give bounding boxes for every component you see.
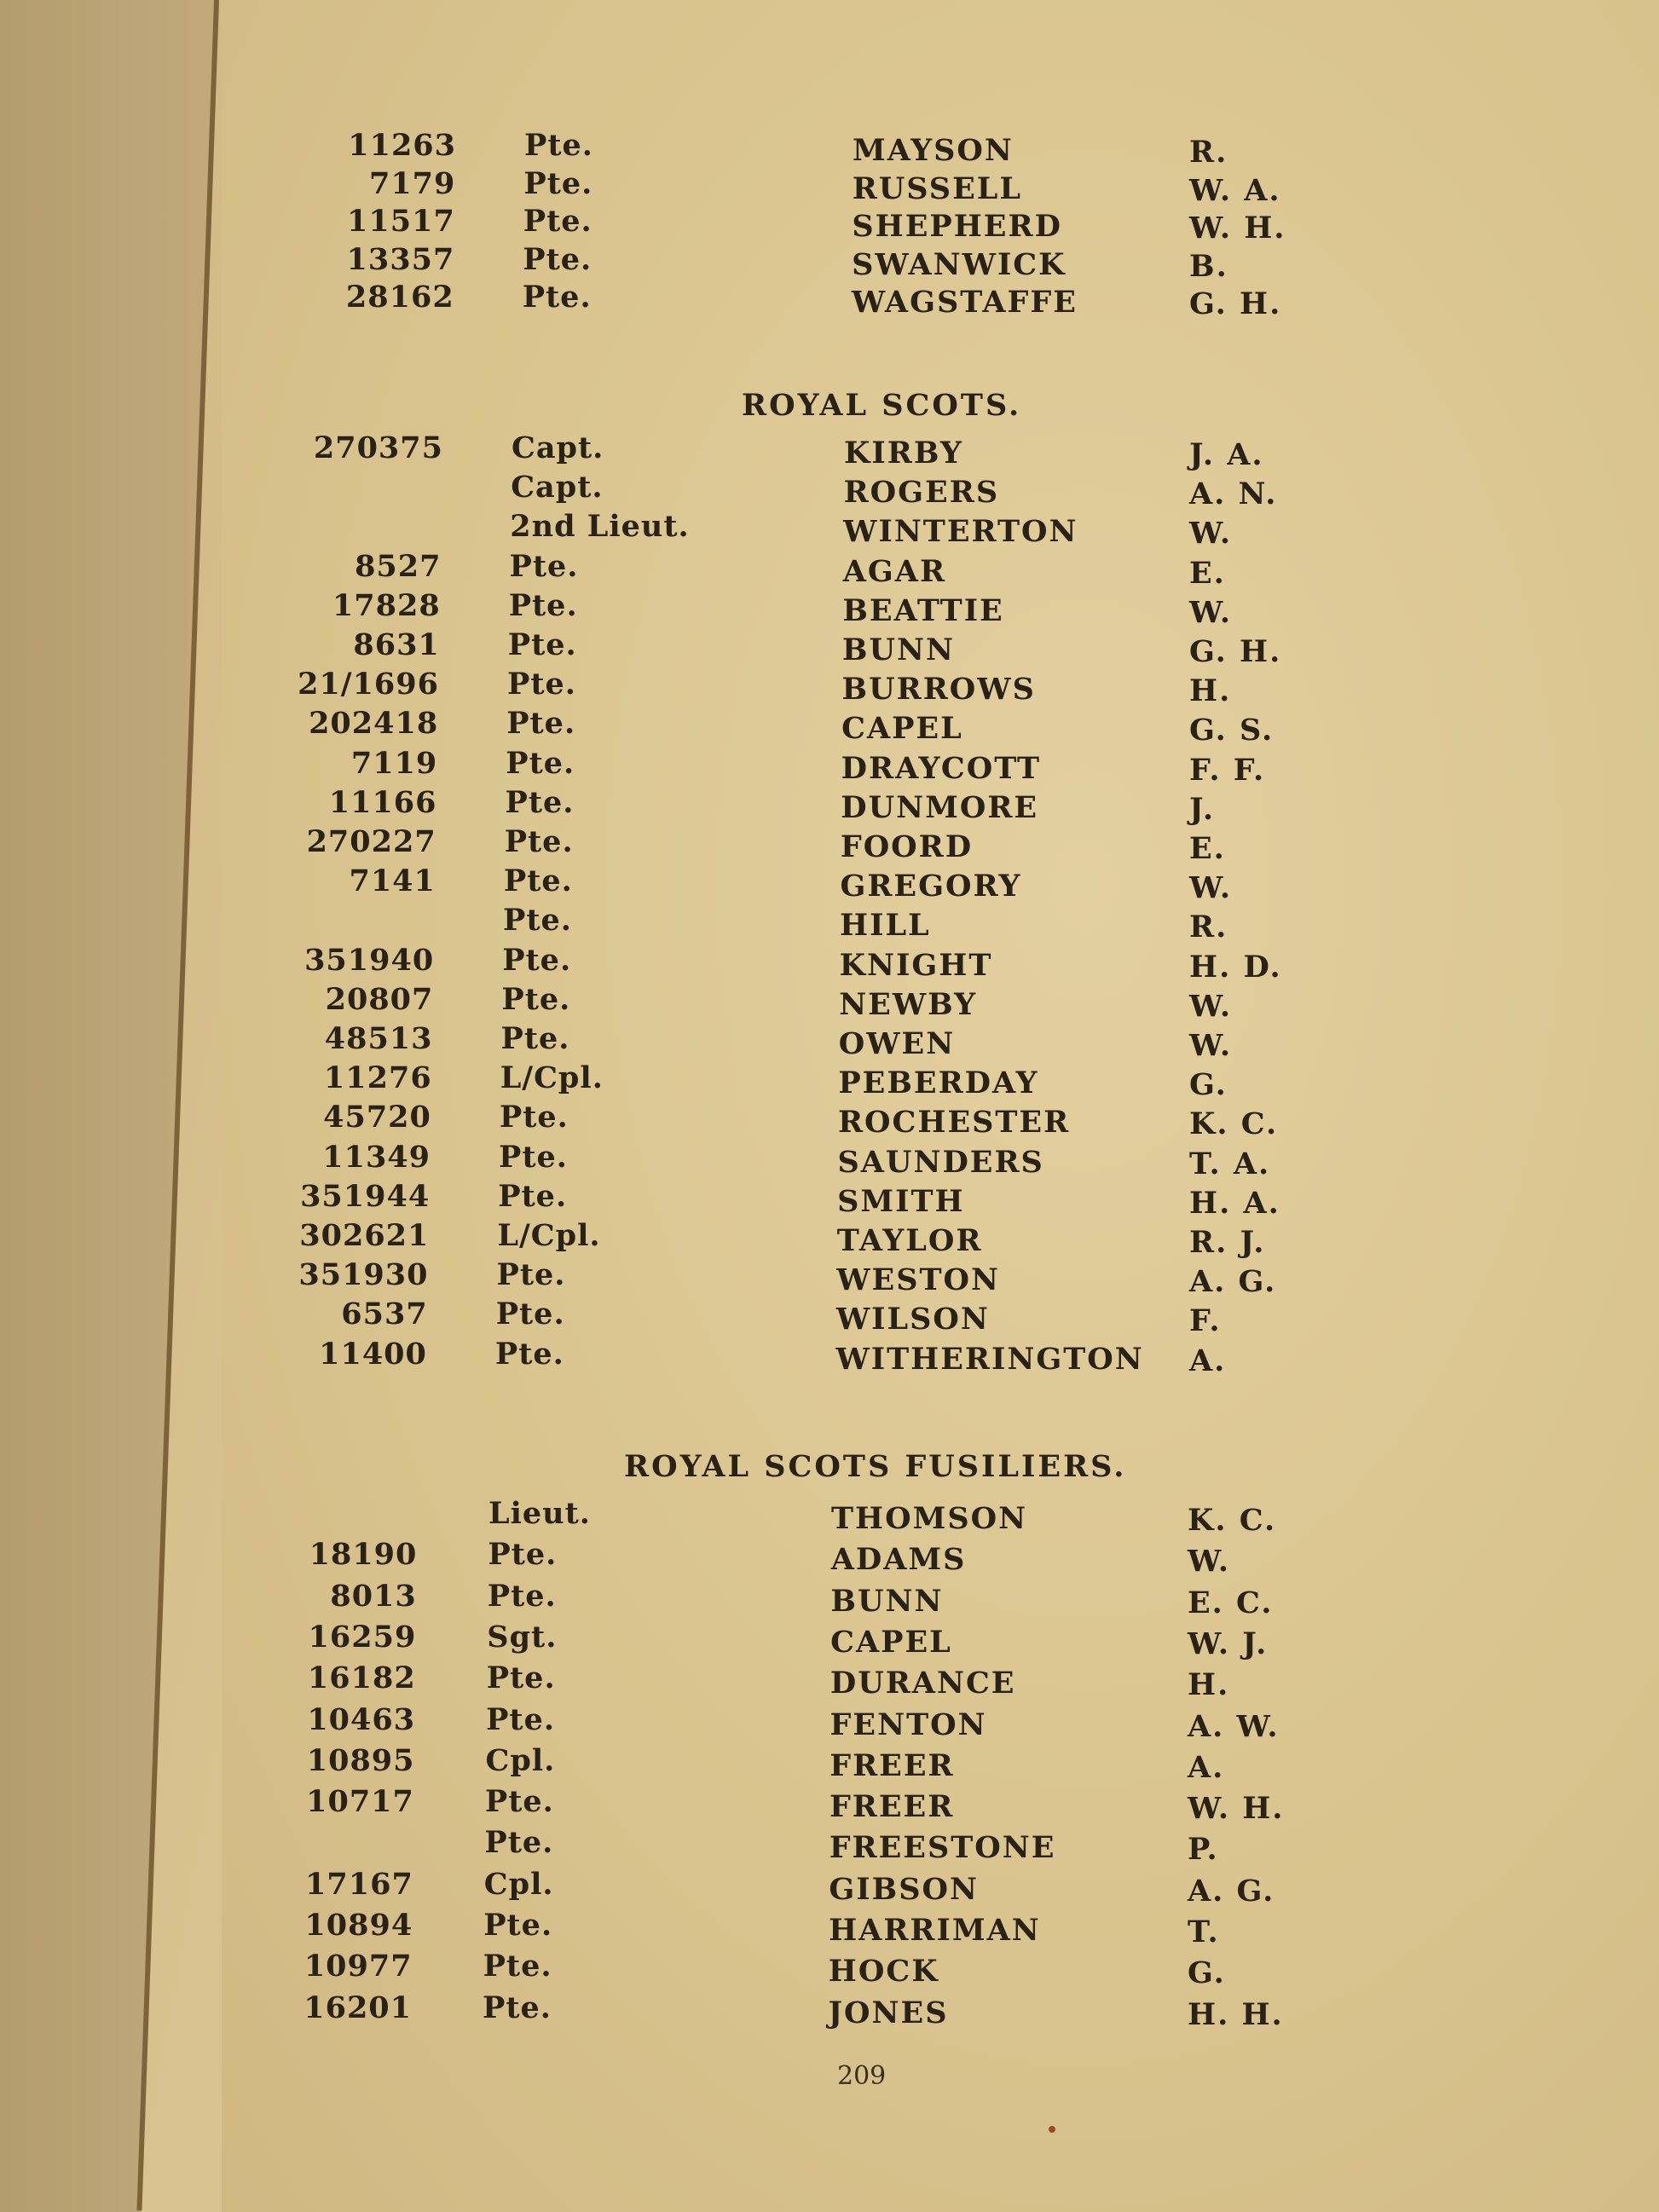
- surname: SMITH: [837, 1183, 965, 1219]
- rank: Capt.: [511, 470, 604, 505]
- rank: Pte.: [499, 1100, 569, 1135]
- initials: H. A.: [1189, 1185, 1280, 1221]
- surname: GIBSON: [829, 1871, 979, 1907]
- rank: Pte.: [506, 706, 576, 742]
- initials: H. H.: [1188, 1996, 1284, 2032]
- service-number: 17828: [332, 587, 441, 623]
- initials: W.: [1189, 516, 1233, 552]
- surname: FREESTONE: [829, 1830, 1056, 1866]
- initials: W.: [1188, 1544, 1231, 1580]
- initials: E. C.: [1188, 1585, 1274, 1620]
- service-number: 7141: [349, 863, 436, 899]
- initials: G.: [1189, 1067, 1228, 1103]
- rank: Pte.: [508, 587, 578, 623]
- surname: HARRIMAN: [829, 1913, 1041, 1948]
- surname: WESTON: [836, 1262, 1001, 1298]
- initials: W.: [1189, 870, 1233, 906]
- service-number: 10895: [306, 1742, 415, 1778]
- rank: Pte.: [483, 1908, 553, 1943]
- surname: KIRBY: [844, 436, 963, 471]
- initials: W. H.: [1188, 1791, 1285, 1827]
- initials: W.: [1189, 594, 1233, 630]
- rank: Cpl.: [485, 1742, 556, 1778]
- surname: SAUNDERS: [837, 1144, 1044, 1180]
- surname: WILSON: [835, 1302, 990, 1337]
- surname: CAPEL: [830, 1624, 952, 1660]
- surname: BEATTIE: [842, 592, 1004, 628]
- initials: T. A.: [1189, 1146, 1271, 1181]
- rank: Capt.: [512, 430, 604, 465]
- initials: B.: [1189, 248, 1228, 284]
- surname: DURANCE: [830, 1666, 1016, 1701]
- rank: L/Cpl.: [500, 1060, 604, 1096]
- rank: Pte.: [500, 1021, 570, 1056]
- initials: K. C.: [1188, 1503, 1277, 1538]
- surname: FREER: [830, 1747, 955, 1783]
- initials: W. J.: [1188, 1626, 1269, 1661]
- service-number: 8631: [353, 627, 440, 662]
- service-number: 17167: [305, 1866, 413, 1902]
- surname: FOORD: [840, 829, 974, 864]
- service-number: 21/1696: [298, 667, 439, 702]
- surname: WINTERTON: [843, 514, 1078, 550]
- rank: Sgt.: [487, 1619, 558, 1655]
- initials: A. N.: [1189, 476, 1278, 512]
- initials: G.: [1188, 1955, 1226, 1991]
- service-number: 11400: [319, 1336, 427, 1372]
- service-number: 48513: [324, 1021, 433, 1056]
- initials: R.: [1189, 135, 1228, 170]
- service-number: 10977: [303, 1949, 413, 1984]
- rank: Pte.: [503, 863, 573, 899]
- section-heading: ROYAL SCOTS FUSILIERS.: [624, 1449, 1127, 1484]
- rank: Pte.: [499, 1139, 568, 1175]
- service-number: 351944: [300, 1178, 431, 1214]
- rank: Pte.: [498, 1178, 568, 1214]
- initials: H. D.: [1189, 949, 1282, 985]
- surname: BURROWS: [841, 672, 1036, 707]
- rank: Pte.: [523, 204, 592, 239]
- service-number: 16201: [303, 1990, 412, 2025]
- initials: F. F.: [1189, 752, 1266, 788]
- surname: SWANWICK: [852, 246, 1066, 282]
- surname: DUNMORE: [841, 789, 1039, 825]
- initials: R. J.: [1189, 1225, 1266, 1260]
- service-number: 8527: [355, 548, 442, 584]
- service-number: 7179: [368, 165, 456, 201]
- surname: TAYLOR: [836, 1223, 983, 1258]
- surname: OWEN: [838, 1026, 956, 1061]
- service-number: 8013: [330, 1578, 417, 1614]
- initials: W. H.: [1189, 211, 1286, 245]
- service-number: 11517: [347, 204, 455, 239]
- service-number: 18190: [309, 1537, 418, 1573]
- rank: Pte.: [503, 903, 572, 939]
- service-number: 270227: [306, 824, 436, 859]
- initials: G. H.: [1189, 286, 1282, 321]
- service-number: 351930: [298, 1257, 429, 1293]
- surname: KNIGHT: [839, 947, 993, 983]
- surname: CAPEL: [841, 711, 963, 747]
- rank: Pte.: [506, 745, 575, 781]
- surname: FREER: [829, 1789, 955, 1825]
- rank: Pte.: [484, 1825, 554, 1861]
- rank: Pte.: [524, 128, 593, 163]
- service-number: 16259: [308, 1619, 417, 1655]
- surname: BUNN: [841, 632, 955, 667]
- service-number: 16182: [307, 1660, 416, 1696]
- rank: Pte.: [495, 1297, 565, 1332]
- rank: Lieut.: [488, 1496, 591, 1531]
- rank: Pte.: [505, 784, 575, 820]
- surname: MAYSON: [853, 133, 1014, 168]
- rank: Pte.: [509, 548, 579, 584]
- surname: WAGSTAFFE: [851, 285, 1078, 320]
- paper-speck: [1049, 2126, 1055, 2133]
- surname: GREGORY: [840, 869, 1022, 904]
- service-number: 7119: [350, 745, 438, 781]
- rank: Pte.: [486, 1660, 556, 1696]
- service-number: 202418: [309, 706, 439, 742]
- initials: F.: [1189, 1303, 1222, 1339]
- initials: W.: [1189, 988, 1233, 1024]
- rank: Pte.: [494, 1336, 564, 1372]
- section-heading: ROYAL SCOTS.: [742, 388, 1022, 423]
- service-number: 11166: [328, 784, 437, 820]
- surname: ROCHESTER: [837, 1105, 1071, 1141]
- surname: NEWBY: [839, 986, 978, 1022]
- service-number: 45720: [323, 1100, 431, 1135]
- service-number: 302621: [299, 1218, 430, 1253]
- service-number: 270375: [313, 430, 443, 465]
- service-number: 10894: [304, 1908, 413, 1943]
- initials: A.: [1189, 1343, 1227, 1378]
- rank: L/Cpl.: [497, 1218, 601, 1253]
- surname: DRAYCOTT: [841, 750, 1042, 786]
- rank: Pte.: [504, 824, 574, 859]
- rank: Pte.: [523, 165, 593, 201]
- service-number: 11276: [323, 1060, 432, 1096]
- surname: WITHERINGTON: [835, 1341, 1144, 1377]
- initials: T.: [1188, 1915, 1220, 1949]
- service-number: 11263: [348, 128, 456, 163]
- initials: A. G.: [1189, 1264, 1277, 1300]
- surname: PEBERDAY: [838, 1066, 1039, 1101]
- surname: RUSSELL: [852, 170, 1022, 206]
- service-number: 351940: [304, 942, 435, 978]
- service-number: 10463: [307, 1701, 416, 1737]
- initials: H.: [1188, 1667, 1230, 1703]
- rank: Pte.: [483, 1949, 552, 1984]
- rank: Pte.: [507, 667, 576, 702]
- page-number: 209: [837, 2061, 887, 2091]
- initials: E.: [1189, 555, 1226, 591]
- service-number: 20807: [325, 981, 434, 1017]
- initials: W. A.: [1189, 172, 1281, 208]
- surname: ROGERS: [843, 475, 1000, 511]
- initials: G. H.: [1189, 634, 1282, 669]
- surname: FENTON: [830, 1707, 987, 1742]
- rank: Cpl.: [483, 1866, 554, 1902]
- service-number: 10717: [306, 1784, 414, 1820]
- initials: A. G.: [1188, 1873, 1275, 1909]
- surname: ADAMS: [830, 1542, 967, 1578]
- service-number: 6537: [341, 1297, 428, 1332]
- service-number: 11349: [322, 1139, 431, 1175]
- initials: E.: [1189, 831, 1226, 866]
- rank: Pte.: [486, 1701, 556, 1737]
- initials: K. C.: [1189, 1106, 1279, 1142]
- surname: THOMSON: [831, 1501, 1028, 1536]
- facing-page: [0, 0, 222, 2212]
- initials: H.: [1189, 673, 1232, 709]
- service-number: 28162: [345, 280, 454, 315]
- rank: Pte.: [502, 942, 572, 978]
- initials: R.: [1189, 910, 1228, 945]
- initials: A.: [1188, 1749, 1225, 1785]
- rank: Pte.: [523, 241, 592, 277]
- initials: J. A.: [1189, 437, 1264, 472]
- service-number: 13357: [346, 241, 455, 277]
- initials: G. S.: [1189, 713, 1275, 748]
- rank: Pte.: [487, 1578, 557, 1614]
- initials: J.: [1189, 791, 1216, 827]
- initials: P.: [1188, 1832, 1219, 1868]
- surname: AGAR: [842, 553, 947, 589]
- rank: Pte.: [488, 1537, 558, 1573]
- rank: Pte.: [496, 1257, 566, 1293]
- rank: Pte.: [522, 280, 592, 315]
- surname: HOCK: [828, 1954, 939, 1990]
- initials: W.: [1189, 1028, 1233, 1063]
- rank: Pte.: [507, 627, 577, 662]
- surname: HILL: [840, 908, 931, 944]
- rank: 2nd Lieut.: [510, 509, 690, 545]
- initials: A. W.: [1188, 1708, 1280, 1744]
- surname: BUNN: [830, 1583, 944, 1619]
- rank: Pte.: [501, 981, 571, 1017]
- rank: Pte.: [483, 1990, 552, 2025]
- surname: SHEPHERD: [852, 209, 1062, 244]
- rank: Pte.: [484, 1784, 554, 1820]
- surname: JONES: [828, 1995, 949, 2030]
